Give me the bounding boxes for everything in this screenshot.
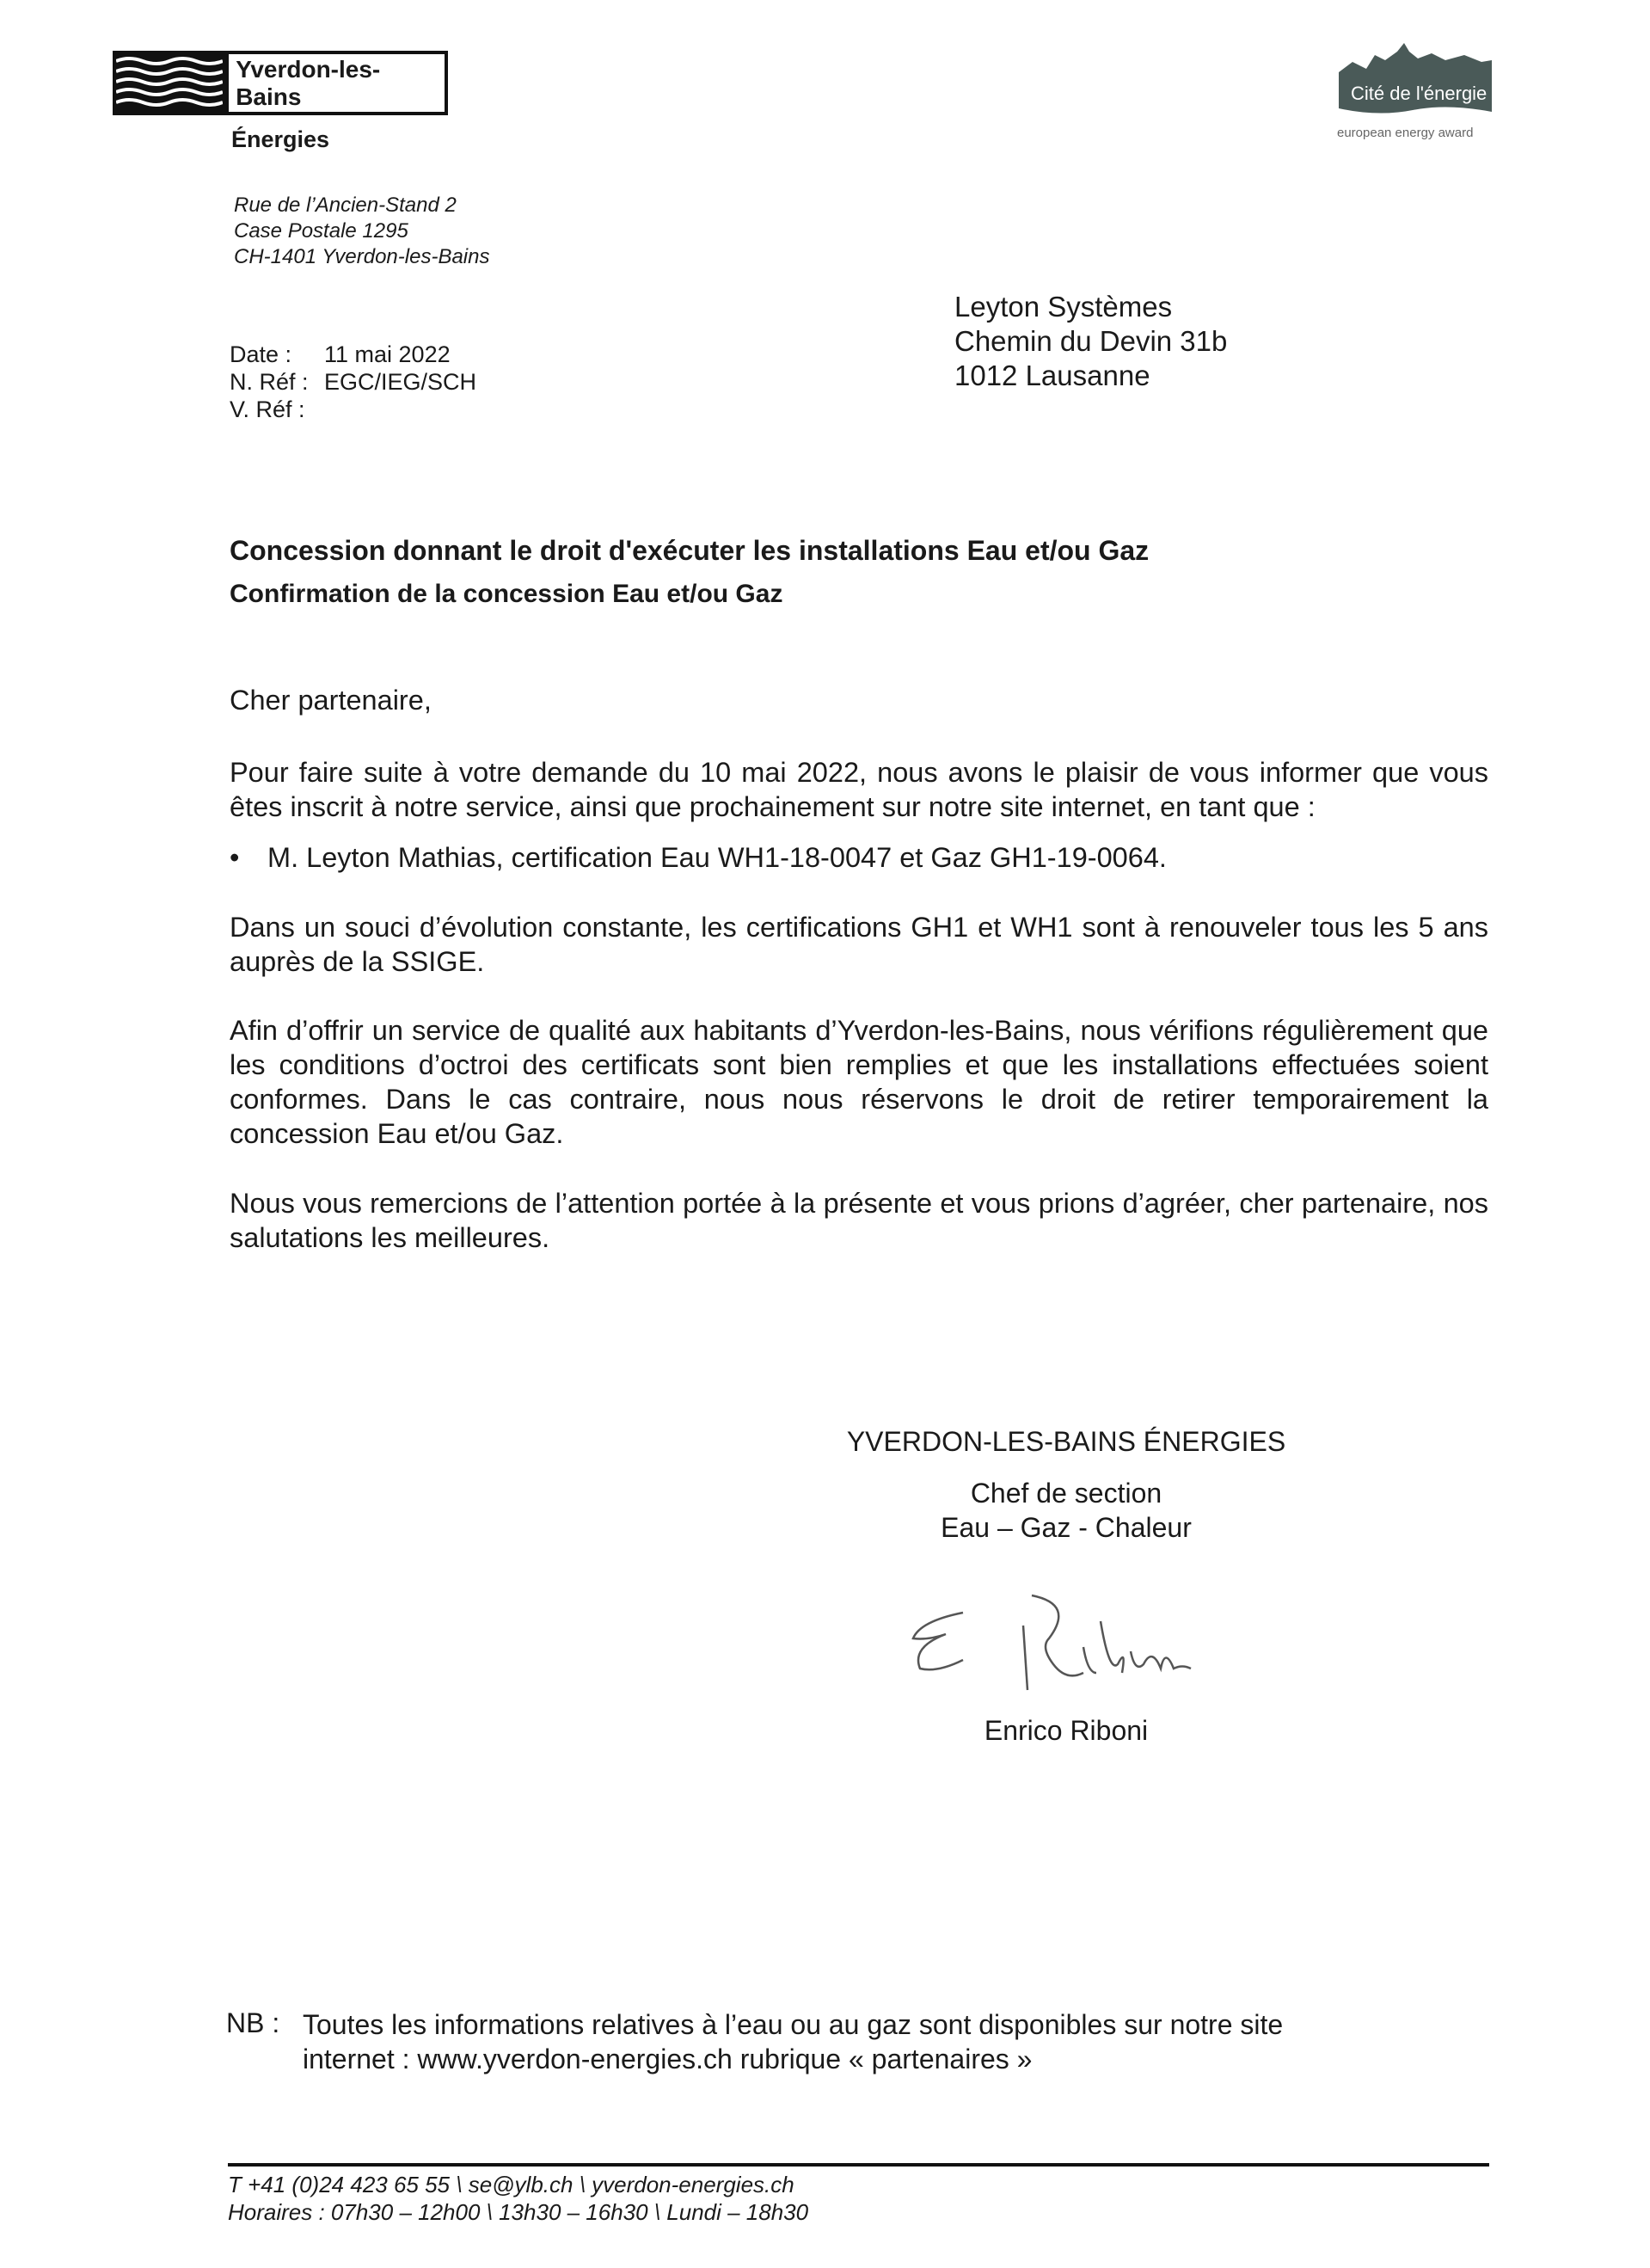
paragraph-1: Pour faire suite à votre demande du 10 mai 2022, nous avons le plaisir de vous informer que vous êtes inscrit à notre service, ainsi que prochainement sur notre site internet, en tant que : (230, 757, 1488, 822)
bullet-icon: • (230, 842, 240, 873)
signature-role-2: Eau – Gaz - Chaleur (941, 1512, 1192, 1543)
footer-hours: Horaires : 07h30 – 12h00 \ 13h30 – 16h30 \ Lundi – 18h30 (228, 2199, 809, 2225)
paragraph-3: Afin d’offrir un service de qualité aux habitants d’Yverdon-les-Bains, nous vérifions régulièrement que les conditions d’octroi des certificats sont bien remplies et que les installations effectuées soient conformes. Dans le cas contraire, nous nous réservons le droit de retirer temporairement la concession Eau et/ou Gaz. (230, 1015, 1488, 1149)
handwritten-signature (903, 1587, 1247, 1703)
signature-role-1: Chef de section (970, 1478, 1162, 1509)
subject-line-2: Confirmation de la concession Eau et/ou Gaz (230, 580, 783, 608)
signature-org: YVERDON-LES-BAINS ÉNERGIES (846, 1426, 1286, 1457)
award-caption: european energy award (1337, 126, 1474, 140)
date-label: Date : (230, 341, 292, 367)
nref-label: N. Réf : (230, 369, 309, 395)
sender-address (234, 193, 489, 270)
nref-value: EGC/IEG/SCH (324, 369, 477, 395)
reference-block (230, 341, 477, 423)
footer (228, 2171, 808, 2226)
nb-text (303, 2007, 1283, 2076)
recipient-address (954, 290, 1227, 393)
nb-label: NB : (226, 2007, 280, 2038)
logo-text: Yverdon-les-Bains (236, 55, 381, 110)
nb-line: internet : www.yverdon-energies.ch rubrique « partenaires » (303, 2044, 1033, 2074)
recipient-line: 1012 Lausanne (954, 360, 1150, 391)
waves-icon (116, 54, 229, 112)
signatory-name: Enrico Riboni (984, 1715, 1149, 1746)
recipient-line: Chemin du Devin 31b (954, 325, 1228, 357)
nb-line: Toutes les informations relatives à l’eau ou au gaz sont disponibles sur notre site (303, 2009, 1284, 2040)
date-value: 11 mai 2022 (324, 341, 451, 367)
address-line: Case Postale 1295 (234, 219, 408, 243)
recipient-line: Leyton Systèmes (954, 291, 1173, 323)
award-title: Cité de l'énergie (1351, 83, 1487, 104)
vref-label: V. Réf : (230, 396, 305, 422)
salutation: Cher partenaire, (230, 685, 432, 716)
yverdon-logo (113, 51, 448, 115)
footer-divider (228, 2163, 1489, 2167)
bullet-item (230, 840, 1488, 875)
org-subtitle: Énergies (231, 126, 330, 152)
address-line: Rue de l’Ancien-Stand 2 (234, 194, 457, 217)
bullet-text: M. Leyton Mathias, certification Eau WH1-18-0047 et Gaz GH1-19-0064. (267, 842, 1167, 873)
address-line: CH-1401 Yverdon-les-Bains (234, 245, 490, 268)
paragraph-2: Dans un souci d’évolution constante, les certifications GH1 et WH1 sont à renouveler tous les 5 ans auprès de la SSIGE. (230, 912, 1488, 977)
paragraph-4: Nous vous remercions de l’attention portée à la présente et vous prions d’agréer, cher partenaire, nos salutations les meilleures. (230, 1188, 1488, 1253)
cite-energie-logo (1335, 43, 1495, 140)
footer-contact: T +41 (0)24 423 65 55 \ se@ylb.ch \ yverdon-energies.ch (228, 2172, 794, 2197)
subject-line-1: Concession donnant le droit d'exécuter les installations Eau et/ou Gaz (230, 535, 1150, 566)
